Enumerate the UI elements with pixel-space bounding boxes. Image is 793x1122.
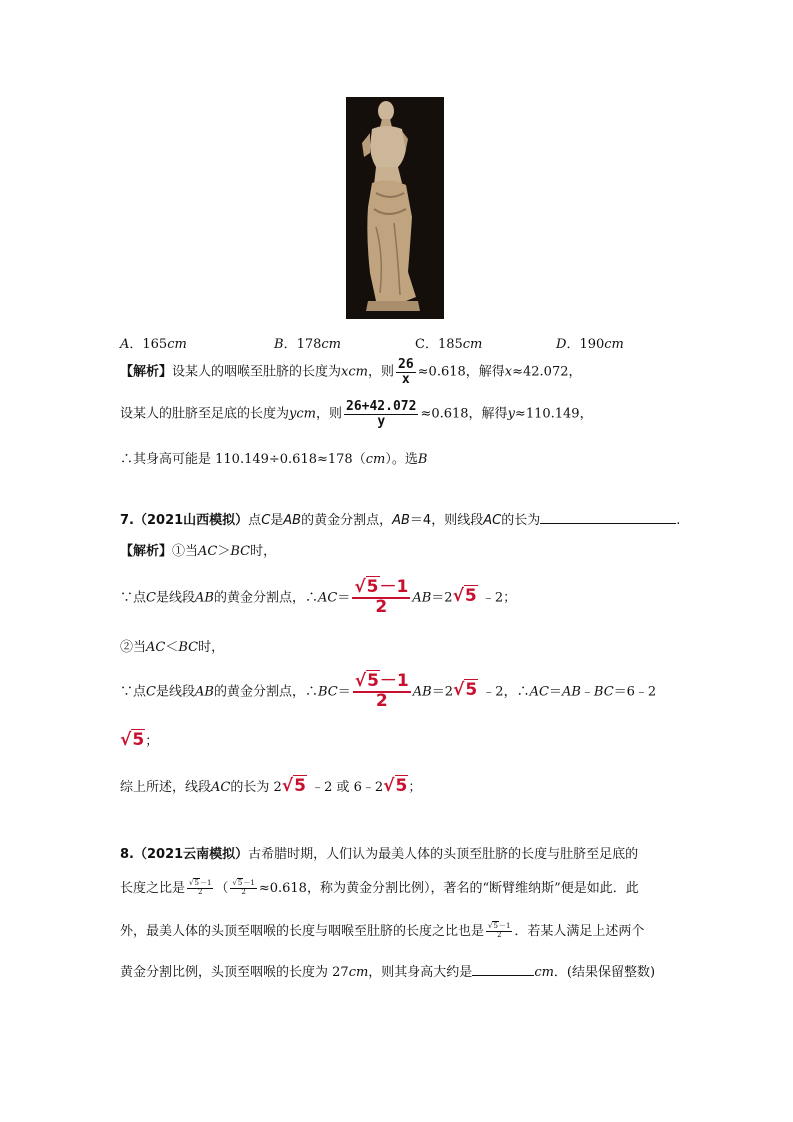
fraction-denominator: 2 [375, 690, 388, 711]
text: 古希腊时期，人们认为最美人体的头顶至肚脐的长度与肚脐至足底的 [248, 847, 639, 862]
text: ； [408, 780, 422, 795]
text: （ [215, 881, 229, 896]
text: 时， [250, 544, 277, 559]
var: AB [561, 684, 581, 700]
text: ； [145, 734, 159, 749]
text: ≈0.618，称为黄金分割比例），著名的“断臂维纳斯”便是如此．此 [258, 881, 639, 896]
text: －1 [498, 922, 511, 931]
answer-blank[interactable] [472, 975, 534, 976]
question-number: 8. [120, 847, 134, 862]
var: BC [230, 544, 251, 559]
text: ∵点 [120, 684, 147, 700]
text: ＝ [337, 590, 351, 606]
fraction-denominator: y [377, 413, 386, 429]
text: ＝4，则线段 [409, 513, 484, 528]
var: x [341, 364, 349, 380]
var: BC [317, 684, 338, 700]
solution-tag: 【解析】 [120, 364, 173, 380]
option-a [120, 333, 187, 352]
var: AB [194, 590, 214, 606]
text: ．(结果保留整数) [553, 965, 656, 980]
question-number: 7. [120, 513, 134, 528]
answer-blank[interactable] [540, 523, 676, 524]
text: 黄金分割比例，头顶至咽喉的长度为 27 [120, 965, 349, 980]
unit: cm [348, 965, 369, 980]
statue-illustration [346, 97, 444, 319]
radicand: 5 [464, 586, 477, 607]
text: ，则 [315, 406, 342, 422]
radicand: 5 [132, 730, 145, 750]
text: 的长为 [501, 513, 541, 528]
radicand: 5 [237, 879, 243, 888]
option-value: ．190 [566, 337, 605, 352]
text: 的黄金分割点，∴ [213, 684, 318, 700]
fraction-numerator: √5－1 [488, 922, 511, 931]
option-b [274, 333, 341, 352]
text: ＜ [165, 640, 179, 655]
unit: cm [296, 406, 316, 422]
text: －1 [379, 671, 409, 691]
text: ＝2 [431, 684, 453, 700]
option-value: ．185 [424, 337, 463, 352]
var: y [507, 406, 515, 422]
text: ∴其身高可能是 110.149÷0.618≈178（ [120, 452, 366, 467]
question-7 [120, 509, 680, 528]
fraction-numerator: 26+42.072 [346, 399, 417, 414]
fraction-denominator: 2 [375, 596, 388, 617]
solution6-line2 [120, 400, 593, 428]
var: C [146, 684, 156, 700]
option-letter: A [120, 337, 130, 352]
solution7-line1 [120, 540, 276, 559]
radicand: 5 [194, 879, 199, 888]
text: 时， [198, 640, 225, 655]
fraction [344, 400, 418, 428]
fraction [396, 358, 416, 386]
text: ＝ [337, 684, 351, 700]
text: ，则其身高大约是 [368, 965, 473, 980]
var: BC [178, 640, 199, 655]
solution7-line3 [120, 636, 224, 655]
text: ﹣2 或 6﹣2 [306, 780, 384, 795]
fraction-numerator: √5－1 [354, 671, 409, 691]
text: 的黄金分割点，∴ [213, 590, 318, 606]
option-unit: cm [462, 337, 483, 352]
radicand: 5 [493, 922, 498, 931]
question-source: （2021云南模拟） [133, 847, 249, 862]
question-8-line2 [120, 877, 639, 897]
text: ≈0.618，解得 [417, 364, 505, 380]
sqrt-five: √5 [120, 730, 145, 750]
fraction-numerator: √5－1 [354, 577, 409, 597]
text: 外，最美人体的头顶至咽喉的长度与咽喉至肚脐的长度之比也是 [120, 924, 485, 939]
option-letter: C [415, 337, 425, 352]
fraction-numerator: √5－1 [232, 879, 255, 888]
sqrt-five: √5 [383, 776, 408, 796]
solution-tag: 【解析】 [120, 544, 173, 559]
solution6-line3 [120, 448, 427, 467]
text: 的黄金分割点， [301, 513, 393, 528]
var: AC [317, 590, 338, 606]
sqrt-five: √5 [452, 680, 478, 701]
radicand: 5 [395, 776, 408, 796]
option-unit: cm [604, 337, 624, 352]
text: ﹣2，∴ [478, 684, 530, 700]
var: C [261, 513, 271, 528]
text: ②当 [120, 640, 147, 655]
radicand: 5 [294, 776, 306, 796]
var: y [289, 406, 297, 422]
fraction-denominator: x [401, 371, 410, 387]
fraction-denominator: 2 [241, 888, 246, 896]
text: 是 [270, 513, 284, 528]
solution7-line4 [120, 673, 656, 711]
radicand: 5 [465, 680, 478, 701]
radicand: 5 [367, 671, 379, 691]
tiny-golden-fraction [486, 923, 512, 939]
text: ≈42.072， [512, 364, 582, 380]
text: ∵点 [120, 590, 147, 606]
solution7-line5 [120, 730, 158, 750]
var: C [146, 590, 156, 606]
unit: cm [348, 364, 368, 380]
text: ≈0.618，解得 [420, 406, 508, 422]
solution6-line1 [120, 358, 582, 386]
var: AC [146, 640, 166, 655]
option-d [556, 333, 624, 352]
text: 点 [248, 513, 262, 528]
fraction-denominator: 2 [496, 931, 502, 939]
text: ＝6﹣2 [613, 684, 657, 700]
var: AB [412, 590, 432, 606]
text: . [676, 513, 681, 528]
question-8-line4 [120, 961, 655, 980]
var: x [504, 364, 513, 380]
text: ．若某人满足上述两个 [514, 924, 645, 939]
text: 综上所述，线段 [120, 780, 212, 795]
tiny-golden-fraction [230, 880, 256, 896]
text: ＝2 [431, 590, 453, 606]
text: ﹣2； [477, 590, 517, 606]
solution7-line2 [120, 579, 516, 617]
text: －1 [199, 879, 212, 888]
unit: cm [534, 965, 554, 980]
text: 的长为 2 [230, 780, 282, 795]
text: 设某人的肚脐至足底的长度为 [120, 406, 290, 422]
fraction-denominator: 2 [197, 888, 203, 896]
text: ＞ [217, 544, 231, 559]
venus-statue-image [346, 97, 444, 319]
golden-ratio-fraction [353, 673, 411, 711]
var: AB [412, 684, 432, 700]
text: 是线段 [155, 590, 195, 606]
fraction-numerator: 26 [398, 357, 414, 372]
var: AC [211, 780, 231, 795]
golden-ratio-fraction [352, 579, 410, 617]
var: AB [194, 684, 214, 700]
text: －1 [243, 879, 255, 888]
text: ﹣ [580, 684, 594, 700]
var: AC [483, 513, 502, 528]
tiny-golden-fraction [187, 880, 213, 896]
text: ①当 [172, 544, 199, 559]
text: ＝ [548, 684, 562, 700]
var: AB [392, 513, 410, 528]
solution7-line6 [120, 776, 421, 796]
option-value: ．165 [129, 337, 168, 352]
option-value: ．178 [283, 337, 322, 352]
option-letter: B [274, 337, 284, 352]
var: BC [593, 684, 614, 700]
option-letter: D [556, 337, 567, 352]
text: －1 [379, 577, 409, 597]
var: AB [283, 513, 302, 528]
question-source: （2021山西模拟） [133, 513, 249, 528]
text: 是线段 [155, 684, 195, 700]
var: AC [529, 684, 549, 700]
text: 长度之比是 [120, 881, 186, 896]
text: ）。选 [385, 452, 418, 467]
option-c [415, 333, 482, 352]
unit: cm [365, 452, 386, 467]
text: 设某人的咽喉至肚脐的长度为 [172, 364, 342, 380]
radicand: 5 [366, 577, 379, 597]
question-8-line3 [120, 920, 644, 940]
sqrt-five: √5 [281, 776, 306, 796]
fraction-numerator: √5－1 [189, 879, 212, 888]
option-unit: cm [167, 337, 187, 352]
sqrt-five: √5 [452, 586, 477, 607]
var: AC [198, 544, 218, 559]
text: ≈110.149， [514, 406, 593, 422]
question-8-line1 [120, 843, 638, 862]
option-unit: cm [321, 337, 341, 352]
answer: B [417, 452, 428, 467]
text: ，则 [367, 364, 394, 380]
